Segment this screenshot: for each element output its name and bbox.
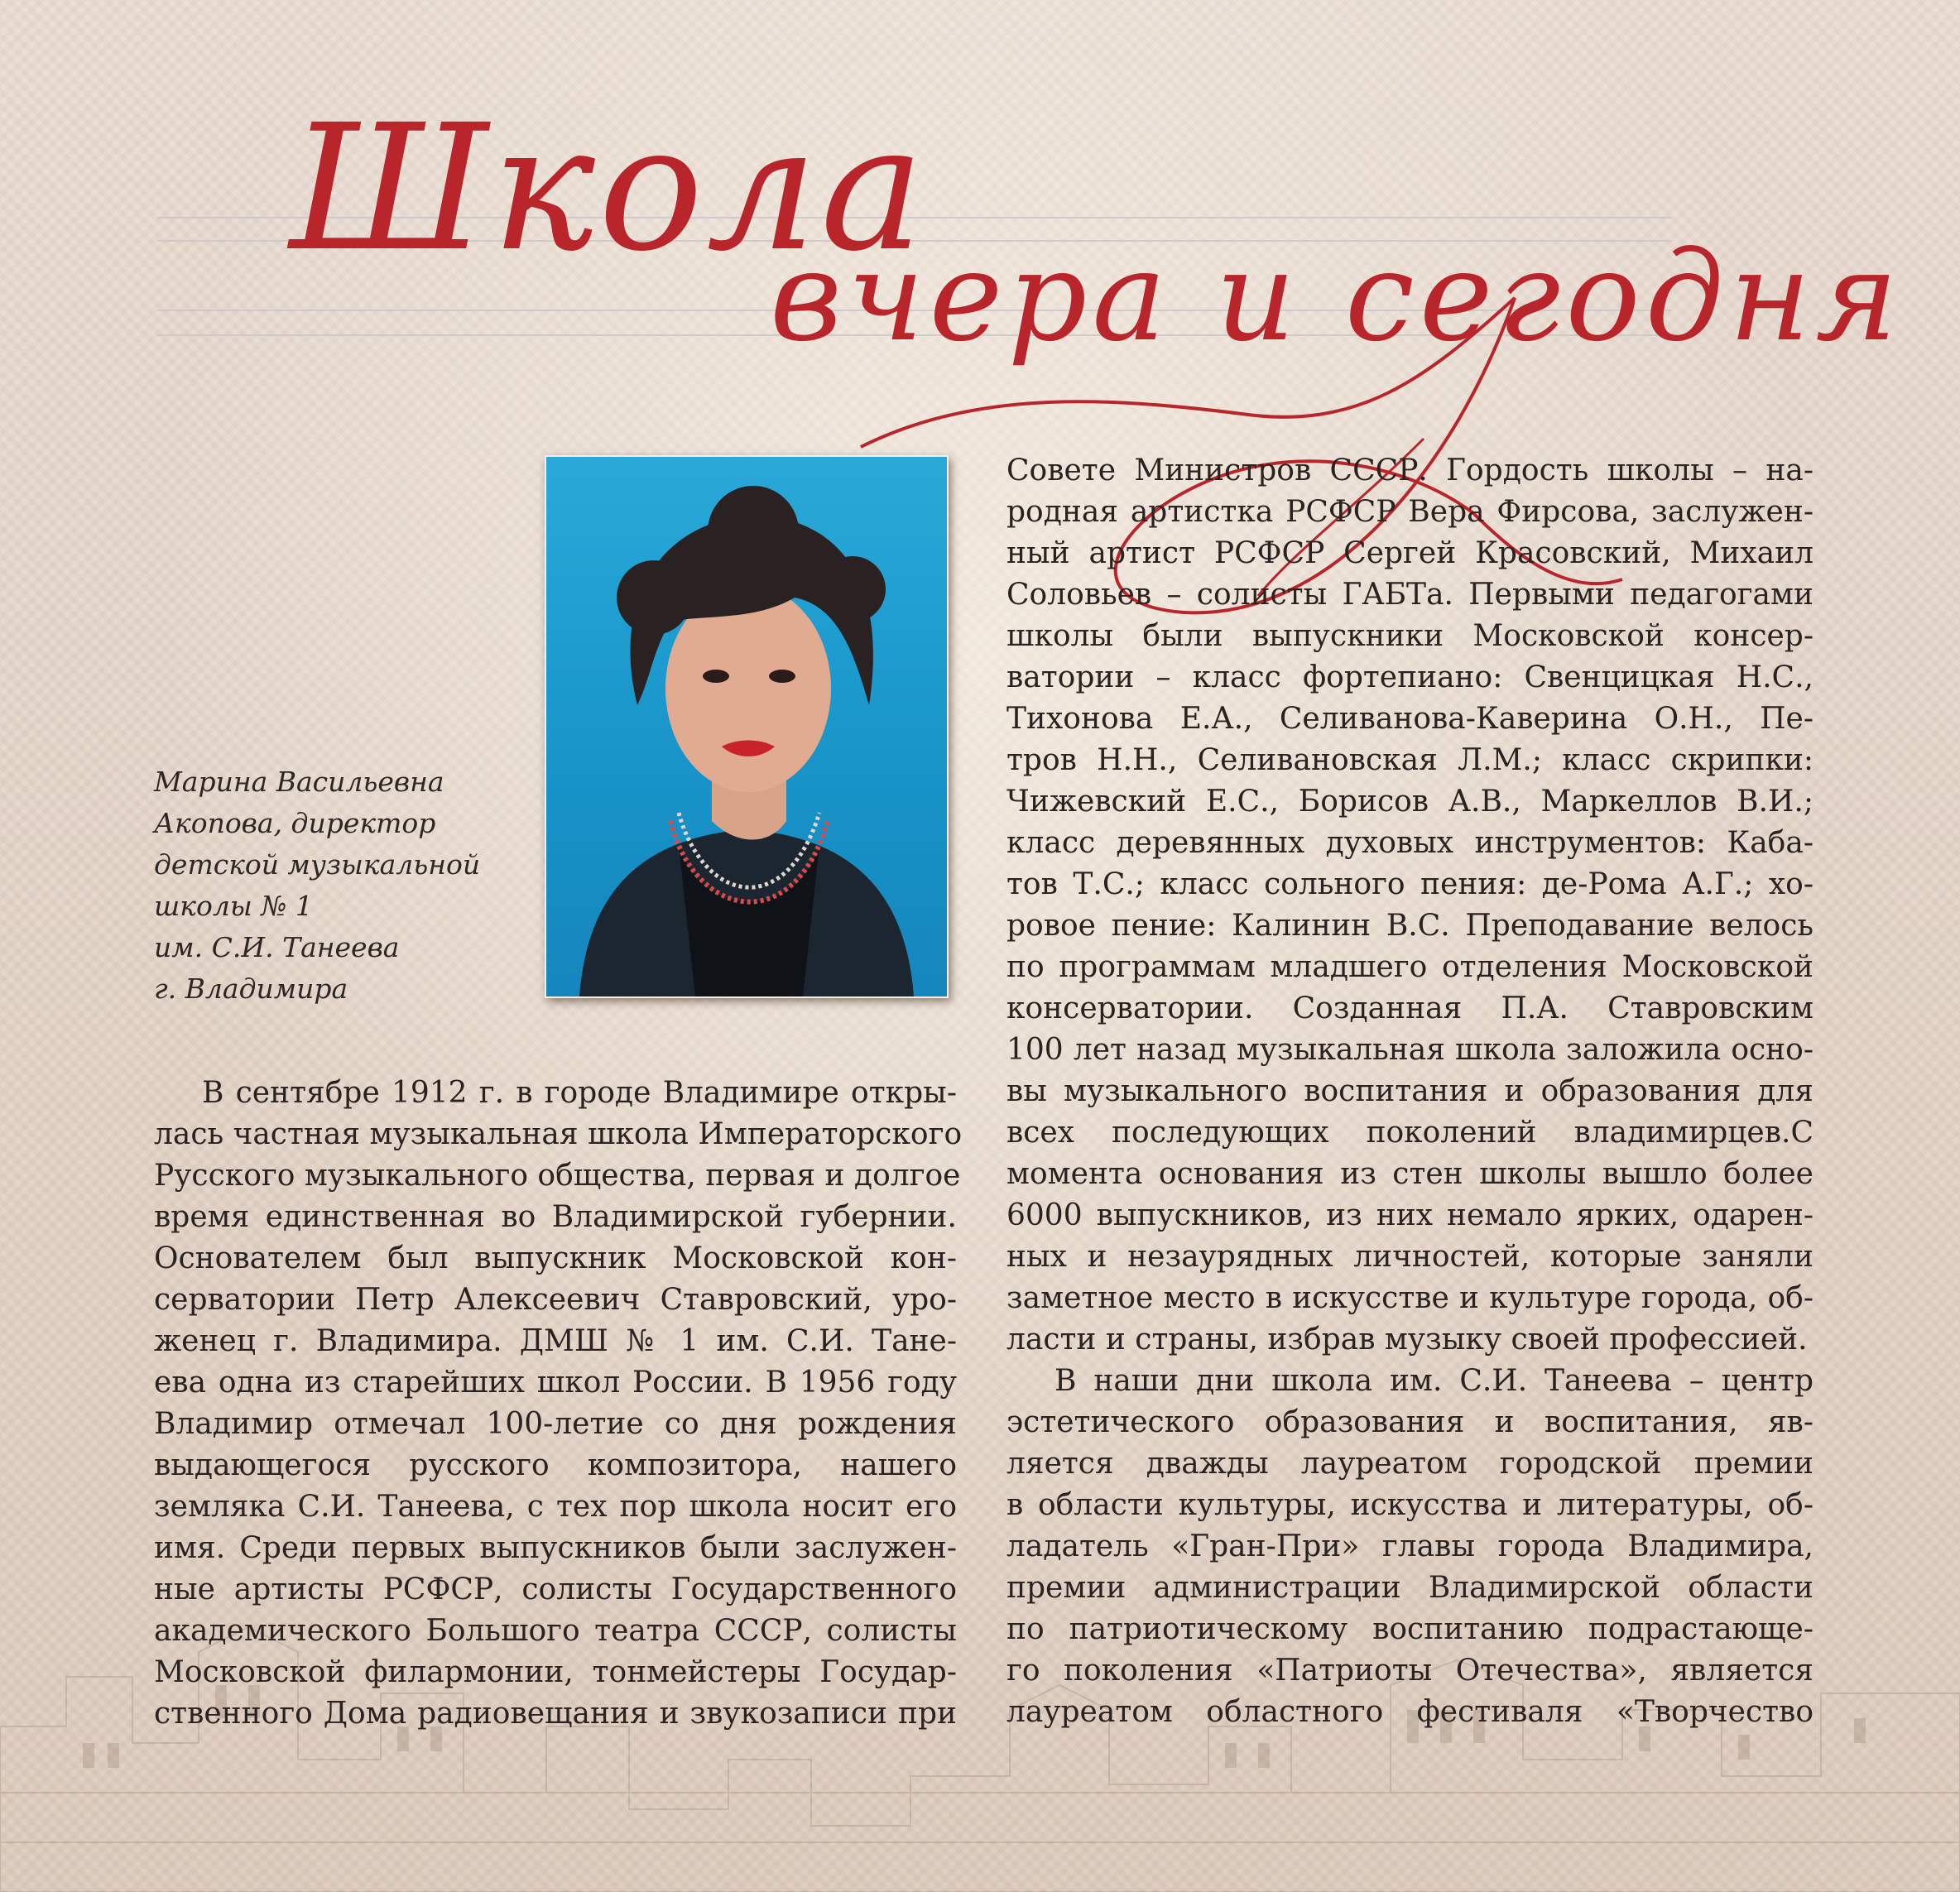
text-line: тов Т.С.; класс сольного пения: де-Рома А.Г.; хо- <box>1006 867 1813 901</box>
text-line: всех последующих поколений владимирцев.С <box>1006 1116 1813 1150</box>
caption-line: Марина Васильевна <box>154 766 444 798</box>
text-line: ные артисты РСФСР, солисты Государственного <box>154 1573 957 1606</box>
text-line: консерватории. Созданная П.А. Ставровским <box>1006 992 1813 1025</box>
portrait-photo <box>545 455 949 998</box>
text-line: по патриотическому воспитанию подрастающе- <box>1006 1612 1813 1646</box>
caption-line: им. С.И. Танеева <box>154 931 400 963</box>
text-line: вы музыкального воспитания и образования для <box>1006 1074 1813 1108</box>
text-line: ладатель «Гран-При» главы города Владимира, <box>1006 1529 1813 1563</box>
photo-caption <box>154 761 502 1010</box>
text-line: заметное место в искусстве и культуре города, об- <box>1006 1281 1813 1315</box>
caption-line: г. Владимира <box>154 972 348 1005</box>
caption-line: детской музыкальной <box>154 848 481 881</box>
text-line: ляется дважды лауреатом городской премии <box>1006 1447 1813 1481</box>
text-line: ровое пение: Калинин В.С. Преподавание велось <box>1006 909 1813 943</box>
text-line: Чижевский Е.С., Борисов А.В., Маркеллов В.И.; <box>1006 785 1813 819</box>
text-line: Московской филармонии, тонмейстеры Государ- <box>154 1655 957 1689</box>
caption-line: Акопова, директор <box>154 807 436 839</box>
text-line: серватории Петр Алексеевич Ставровский, уро- <box>154 1283 957 1317</box>
text-line: премии администрации Владимирской области <box>1006 1571 1813 1605</box>
caption-line: школы № 1 <box>154 890 313 922</box>
title-line1: Школа <box>290 87 928 290</box>
text-line: Владимир отмечал 100-летие со дня рождения <box>154 1407 957 1441</box>
text-line: родная артистка РСФСР Вера Фирсова, заслужен- <box>1006 495 1813 529</box>
text-line: школы были выпускники Московской консер- <box>1006 619 1813 653</box>
text-line: момента основания из стен школы вышло более <box>1006 1157 1813 1191</box>
text-line: женец г. Владимира. ДМШ № 1 им. С.И. Тане- <box>154 1324 957 1358</box>
text-line: ватории – класс фортепиано: Свенцицкая Н.С., <box>1006 660 1813 694</box>
text-line: Основателем был выпускник Московской кон- <box>154 1241 957 1275</box>
text-line: по программам младшего отделения Московской <box>1006 950 1813 984</box>
text-line: время единственная во Владимирской губернии. <box>154 1200 957 1234</box>
text-line: лауреатом областного фестиваля «Творчество <box>1006 1695 1813 1729</box>
text-line: имя. Среди первых выпускников были заслужен- <box>154 1531 957 1565</box>
text-line: ственного Дома радиовещания и звукозаписи при <box>154 1697 957 1731</box>
text-line: земляка С.И. Танеева, с тех пор школа носит его <box>154 1490 957 1524</box>
text-line: Русского музыкального общества, первая и долгое <box>154 1159 961 1193</box>
text-line: 6000 выпускников, из них немало ярких, одарен- <box>1006 1198 1813 1232</box>
right-text-column <box>1006 450 1813 1733</box>
text-line: выдающегося русского композитора, нашего <box>154 1448 957 1482</box>
text-line: лась частная музыкальная школа Императорского <box>154 1117 963 1151</box>
text-line: 100 лет назад музыкальная школа заложила осно- <box>1006 1033 1813 1067</box>
portrait-photo-icon <box>546 457 947 996</box>
text-line: ных и незаурядных личностей, которые заняли <box>1006 1240 1813 1274</box>
title-line2: вчера и сегодня <box>770 225 1903 369</box>
text-line: тров Н.Н., Селивановская Л.М.; класс скрипки: <box>1006 743 1813 777</box>
text-line: ный артист РСФСР Сергей Красовский, Михаил <box>1006 536 1813 570</box>
text-line: академического Большого театра СССР, солисты <box>154 1614 957 1648</box>
text-line: ласти и страны, избрав музыку своей профессией. <box>1006 1323 1808 1357</box>
text-line: В наши дни школа им. С.И. Танеева – центр <box>1054 1364 1813 1398</box>
left-text-column <box>154 1073 963 1735</box>
text-line: ева одна из старейших школ России. В 1956 году <box>154 1366 957 1400</box>
text-line: В сентябре 1912 г. в городе Владимире откры- <box>202 1076 957 1110</box>
text-line: Соловьев – солисты ГАБТа. Первыми педагогами <box>1006 578 1813 612</box>
text-line: класс деревянных духовых инструментов: Каба- <box>1006 826 1813 860</box>
text-line: эстетического образования и воспитания, яв- <box>1006 1405 1813 1439</box>
text-line: Тихонова Е.А., Селиванова-Каверина О.Н., Пе- <box>1006 702 1813 736</box>
text-line: го поколения «Патриоты Отечества», является <box>1006 1654 1813 1688</box>
text-line: Совете Министров СССР. Гордость школы – на- <box>1006 454 1813 487</box>
text-line: в области культуры, искусства и литературы, об- <box>1006 1488 1813 1522</box>
